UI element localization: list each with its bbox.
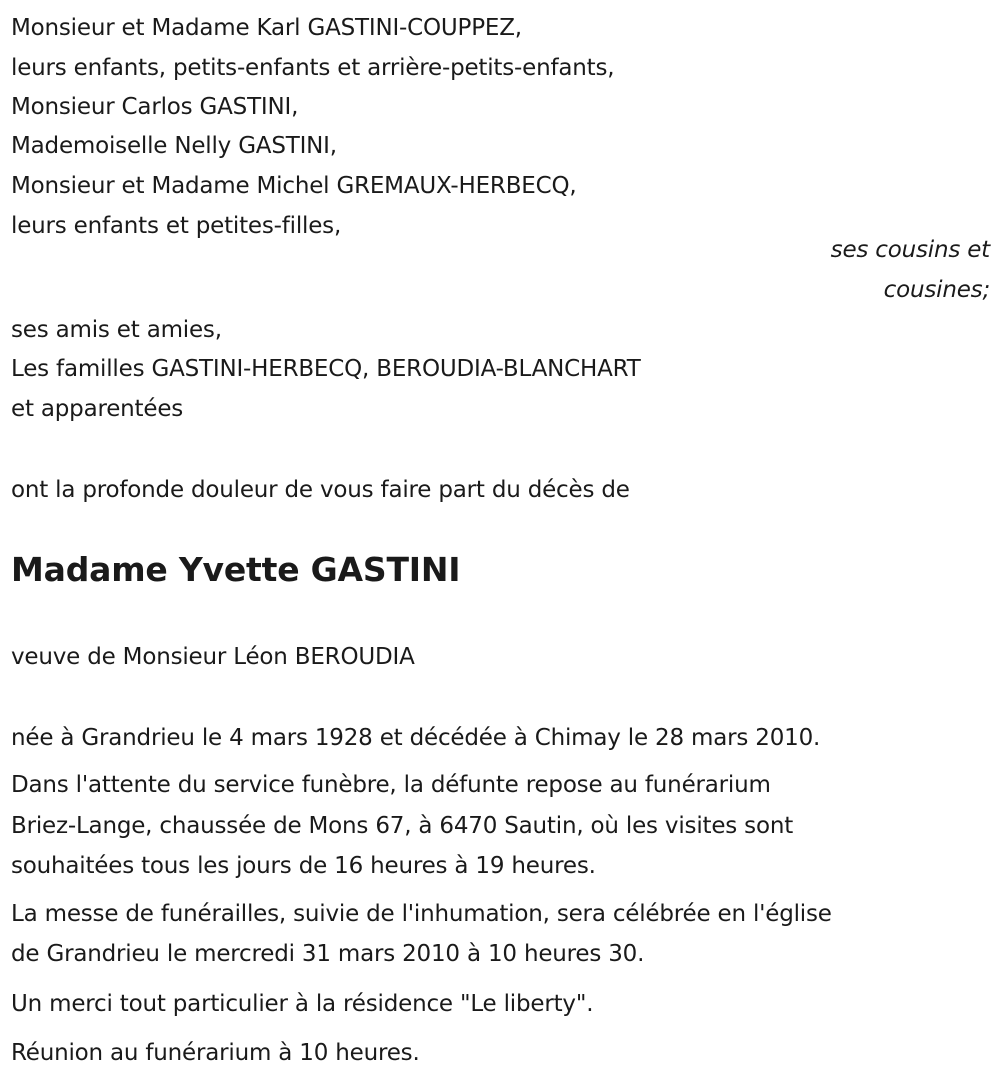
family-line: leurs enfants et petites-filles, bbox=[11, 213, 342, 239]
family-line: ses amis et amies, bbox=[11, 317, 222, 343]
family-line: leurs enfants, petits-enfants et arrière-petits-enfants, bbox=[11, 55, 615, 81]
family-line: Monsieur et Madame Michel GREMAUX-HERBECQ, bbox=[11, 173, 577, 199]
paragraph-line: souhaitées tous les jours de 16 heures à 19 heures. bbox=[11, 853, 596, 879]
paragraph-line: de Grandrieu le mercredi 31 mars 2010 à 10 heures 30. bbox=[11, 941, 645, 967]
paragraph-line: Dans l'attente du service funèbre, la défunte repose au funérarium bbox=[11, 772, 771, 798]
paragraph-line: Un merci tout particulier à la résidence "Le liberty". bbox=[11, 991, 594, 1017]
family-line: Monsieur Carlos GASTINI, bbox=[11, 94, 299, 120]
cousins-line: ses cousins et bbox=[830, 237, 990, 263]
paragraph-line: Briez-Lange, chaussée de Mons 67, à 6470 Sautin, où les visites sont bbox=[11, 813, 794, 839]
deceased-name: Madame Yvette GASTINI bbox=[11, 550, 461, 589]
paragraph-line: née à Grandrieu le 4 mars 1928 et décédée à Chimay le 28 mars 2010. bbox=[11, 725, 821, 751]
paragraph-line: La messe de funérailles, suivie de l'inhumation, sera célébrée en l'église bbox=[11, 901, 832, 927]
paragraph-line: Réunion au funérarium à 10 heures. bbox=[11, 1040, 420, 1066]
widow-of: veuve de Monsieur Léon BEROUDIA bbox=[11, 644, 415, 670]
family-line: Mademoiselle Nelly GASTINI, bbox=[11, 133, 337, 159]
cousins-line: cousines; bbox=[883, 277, 990, 303]
family-line: Les familles GASTINI-HERBECQ, BEROUDIA-BLANCHART bbox=[11, 356, 641, 382]
family-line: et apparentées bbox=[11, 396, 184, 422]
announcement: ont la profonde douleur de vous faire part du décès de bbox=[11, 477, 630, 503]
family-line: Monsieur et Madame Karl GASTINI-COUPPEZ, bbox=[11, 15, 522, 41]
